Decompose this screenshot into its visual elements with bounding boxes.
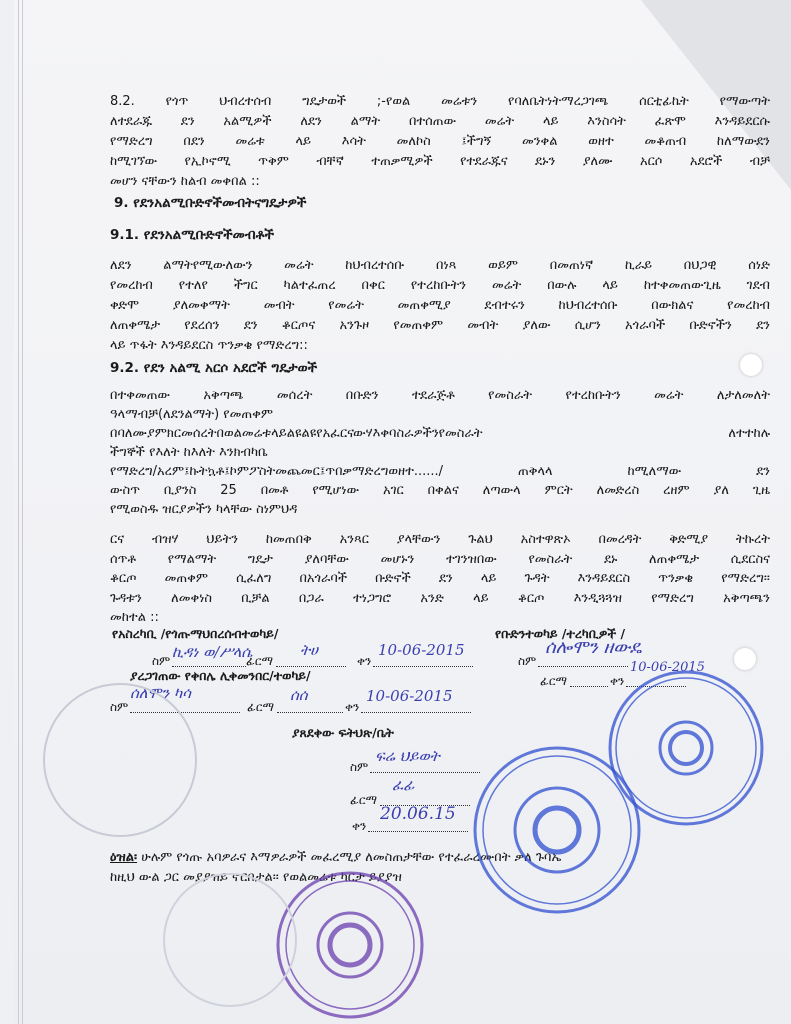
section-9-heading: 9. የደንአልሚቡድኖችመብትናግዴታዎች [114, 195, 307, 211]
name-label: ስም [152, 654, 171, 668]
text-line: ለደን ልማትየሚውለውን መሬት ከህብረተሰቡ በነጻ ወይም በመጠነኛ ኪራይ በህጋዊ ሰነድ [110, 258, 770, 273]
text-line: ዓላማብቻ(ለደንልማት) የመጠቀም [110, 407, 274, 422]
text-line: ሰጥቶ የማልማት ግዴታ ያለባቸው መሆኑን ተገንዝበው የመስራት ደኑ ለጠቀሜታ ሲደርስና [110, 551, 770, 567]
name-label: ስም [518, 654, 537, 668]
text-line: ቆርጦ መጠቀም ሲፈለግ በአጎራባች ቡድኖች ደን ላይ ጉዳት እንዳይደርስ ጥንቃቄ የማድረግ፡፡ [110, 571, 770, 586]
name-label: ስም [110, 700, 129, 714]
text-line: ከሚገኘው የኢኮኖሚ ጥቅም ብቸኛ ተጠቃሚዎች የተደራጁና ደኑን ያለሙ አርሶ አደሮች ብቻ [110, 154, 770, 169]
transferor-heading: የአስረካቢ /የጎጡማህበረሰብተወካይ/ [112, 626, 279, 641]
signature-label: ፊርማ [247, 700, 275, 714]
section-9-2-heading: 9.2. የደን አልሚ አርሶ አደሮች ግዴታወች [110, 360, 318, 376]
date-label: ቀን [352, 819, 367, 833]
text-line: ለጠቀሜታ የደረሰን ደን ቆርጦና አንጉዞ የመጠቀም መብት ያለው ሲሆን አጎራባች ቡድኖችን ደን [110, 318, 770, 333]
text-line: የማድረግ/አረም፤ኩትኳቶ፤ኮምፖስትመጨመር፤ጥበቃማድረግወዘተ....../ ጠቅላላ ከሚለማው ደን [110, 464, 770, 479]
group-date: 10-06-2015 [630, 660, 705, 675]
text-line: መሆን ናቸውን ከልብ መቀበል :: [110, 174, 260, 189]
stamp-blue-center [472, 745, 642, 915]
text-line: በባለሙያምክርመሰረትበወልመሬቱላይልዩልዩየአፈርናውሃእቀባስራዎችንየመስራት ለተተከሉ [110, 426, 770, 441]
signature-label: ፊርማ [540, 674, 568, 688]
group-heading: የቡድንተወካይ /ተረካቢዎች / [495, 626, 626, 641]
text-line: ላይ ጥፋት እንዳይደርስ ጥንቃቄ የማድረግ:: [110, 338, 308, 353]
note-label: ዕዝል፡ [110, 850, 138, 865]
section-9-2-paragraph-continued [110, 530, 770, 628]
punch-hole [740, 354, 762, 376]
text-line: 8.2. የጎጥ ህብረተሰብ ግዴታወች ;-የወል መሬቱን የባለቤትነትማረጋገጫ ሰርቲፊኬት የማውጣት [110, 94, 770, 109]
verifier-signature-field [277, 700, 343, 713]
signature-label: ፊርማ [246, 654, 274, 668]
name-label: ስም [350, 760, 369, 774]
group-signature-field [570, 674, 608, 687]
text-line: ውስጥ ቢያንስ 25 በመቶ የሚሆነው አገር በቀልና ለጣውላ ምርት ለመድረስ ረዘም ያለ ጊዜ [110, 483, 770, 498]
text-line: ቀድሞ ያለመቀማት መብት የመሬት መጠቀሚያ ደብተሩን ከህብረተሰቡ በውክልና የመረከብ [110, 298, 770, 313]
note-line: ከዚህ ውል ጋር መያያዝይ ኖርበታል፡፡ የወልመሬቱ ካርታ ይያያዝ [110, 870, 402, 885]
court-date: 20.06.15 [380, 804, 456, 824]
text-line: ችግኞች የእለት ከእለት እንክብካቤ [110, 445, 268, 460]
text-line: የመረከብ የተለየ ችግር ካልተፈጠረ በቀር የተረከቡትን መሬት በውሉ ላይ ከተቀመጠውጊዜ ገደብ [110, 278, 770, 293]
faded-stamp-left [40, 680, 200, 840]
date-label: ቀን [610, 674, 625, 688]
punch-hole [734, 648, 756, 670]
verifier-date: 10-06-2015 [366, 687, 453, 705]
faded-stamp-bottom-left [160, 870, 300, 1010]
section-9-2-paragraph [110, 386, 770, 519]
section-9-1-paragraph [110, 256, 770, 356]
text-line: በተቀመጠው አቅጣጫ መሰረት በቡድን ተደራጅቶ የመስራት የተረከቡትን መሬት ለታለመለት [110, 388, 770, 403]
text-line: ጉዳቱን ለመቀነስ ቢቻል በጋራ ተነጋግሮ አንድ ላይ ቆርጦ እንዲጓጓዝ የማድረግ አቅጣጫን [110, 590, 770, 606]
verifier-heading: ያረጋገጠው የቀበሌ ሊቀመንበር/ተወካይ/ [130, 668, 311, 683]
text-line: ርና ብዝሃ ህይትን ከመጠበቅ አንጻር ያላቸውን ጉልህ አስተዋጽኦ በመረዳት ቅድሚያ ትኩረት [110, 532, 770, 547]
signature-label: ፊርማ [350, 793, 378, 807]
text-line: የማድረግ በደን መሬቱ ላይ እሳት መለኮስ ፤ችግኝ መንቀል ወዘተ መቆጠብ ከለማውደን [110, 134, 770, 149]
text-line: የሚወስዱ ዝርያዎችን ካላቸው ስነምህዳ [110, 502, 298, 517]
section-9-1-heading: 9.1. የደንአልሚቡድኖችመብቶች [110, 227, 275, 243]
court-heading: ያጸደቀው ፍትህጽ/ቤት [292, 725, 394, 740]
transferor-date: 10-06-2015 [378, 641, 465, 659]
text-line: ለተደራጁ ደን አልሚዎች ለደን ልማት በተሰጠው መሬት ላይ እንስሳት ፈጽሞ እንዳይደርሱ [110, 114, 770, 129]
date-label: ቀን [357, 654, 372, 668]
date-label: ቀን [345, 700, 360, 714]
text-line: መከተል :: [110, 610, 159, 625]
section-8-2-paragraph [110, 92, 770, 192]
note-line: ሁሉም የጎጡ አባዎራና እማዎራዎች መፈረሚያ ለመስጠታቸው የተፈራረሙበት ቃለ ጉባኤ [137, 850, 562, 865]
